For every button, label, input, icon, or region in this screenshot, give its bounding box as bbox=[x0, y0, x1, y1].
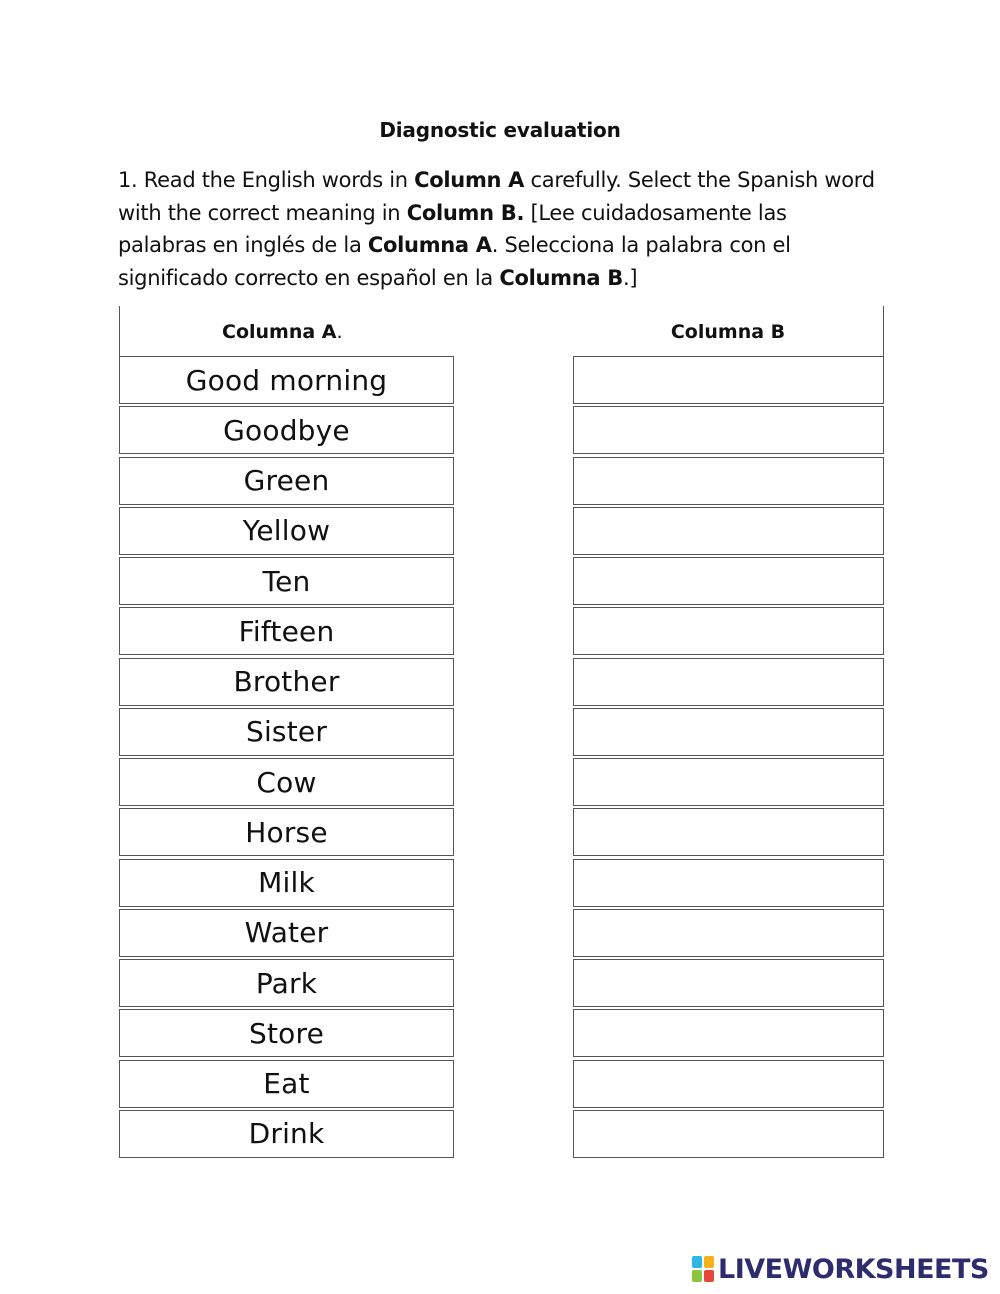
answer-box[interactable] bbox=[573, 1009, 884, 1057]
word-cell: Water bbox=[119, 909, 454, 957]
instructions-emphasis: Columna B bbox=[499, 265, 623, 290]
word-cell: Goodbye bbox=[119, 406, 454, 454]
logo-square bbox=[704, 1270, 714, 1282]
answer-box[interactable] bbox=[573, 356, 884, 404]
answer-box[interactable] bbox=[573, 507, 884, 555]
page-title: Diagnostic evaluation bbox=[379, 118, 621, 142]
answer-box[interactable] bbox=[573, 909, 884, 957]
instructions-text: .] bbox=[622, 265, 638, 290]
liveworksheets-logo bbox=[692, 1252, 989, 1286]
instructions-text: 1. Read the English words in bbox=[118, 168, 415, 192]
answer-box[interactable] bbox=[573, 457, 884, 505]
instructions-text: [Lee cuidadosamente las palabras en inglés de la bbox=[118, 200, 787, 257]
word-cell: Eat bbox=[119, 1060, 454, 1108]
word-cell: Green bbox=[119, 457, 454, 505]
word-cell: Good morning bbox=[119, 356, 454, 404]
instructions-emphasis: Columna A bbox=[367, 233, 492, 257]
column-a-header bbox=[119, 306, 454, 356]
answer-box[interactable] bbox=[573, 808, 884, 856]
answer-box[interactable] bbox=[573, 708, 884, 756]
word-cell: Park bbox=[119, 959, 454, 1007]
logo-square bbox=[704, 1256, 714, 1268]
column-b-label: Columna B bbox=[670, 321, 786, 343]
column-b-header bbox=[573, 306, 884, 356]
logo-square bbox=[692, 1256, 702, 1268]
word-cell: Milk bbox=[119, 859, 454, 907]
word-cell: Yellow bbox=[119, 507, 454, 555]
word-cell: Brother bbox=[119, 658, 454, 706]
instructions-text: . Selecciona la palabra con el significado correcto en español en la bbox=[118, 233, 791, 290]
word-cell: Horse bbox=[119, 808, 454, 856]
answer-box[interactable] bbox=[573, 859, 884, 907]
answer-box[interactable] bbox=[573, 406, 884, 454]
column-b-list bbox=[573, 356, 884, 1160]
answer-box[interactable] bbox=[573, 658, 884, 706]
answer-box[interactable] bbox=[573, 1110, 884, 1158]
word-cell: Drink bbox=[119, 1110, 454, 1158]
word-cell: Store bbox=[119, 1009, 454, 1057]
column-a-label-suffix: . bbox=[336, 321, 343, 343]
instructions-emphasis: Column A bbox=[414, 168, 525, 192]
logo-text: LIVEWORKSHEETS bbox=[718, 1253, 989, 1285]
instructions-emphasis: Column B. bbox=[406, 200, 525, 225]
answer-box[interactable] bbox=[573, 607, 884, 655]
word-cell: Fifteen bbox=[119, 607, 454, 655]
instructions-text: carefully. Select the Spanish word with the correct meaning in bbox=[118, 168, 875, 225]
logo-icon bbox=[692, 1256, 714, 1282]
instructions bbox=[118, 164, 878, 294]
column-a-list bbox=[119, 356, 454, 1160]
word-cell: Cow bbox=[119, 758, 454, 806]
answer-box[interactable] bbox=[573, 959, 884, 1007]
word-cell: Sister bbox=[119, 708, 454, 756]
column-a-label bbox=[136, 321, 436, 343]
column-a-label-text: Columna A bbox=[222, 321, 337, 343]
word-cell: Ten bbox=[119, 557, 454, 605]
answer-box[interactable] bbox=[573, 1060, 884, 1108]
answer-box[interactable] bbox=[573, 758, 884, 806]
logo-square bbox=[692, 1270, 702, 1282]
answer-box[interactable] bbox=[573, 557, 884, 605]
